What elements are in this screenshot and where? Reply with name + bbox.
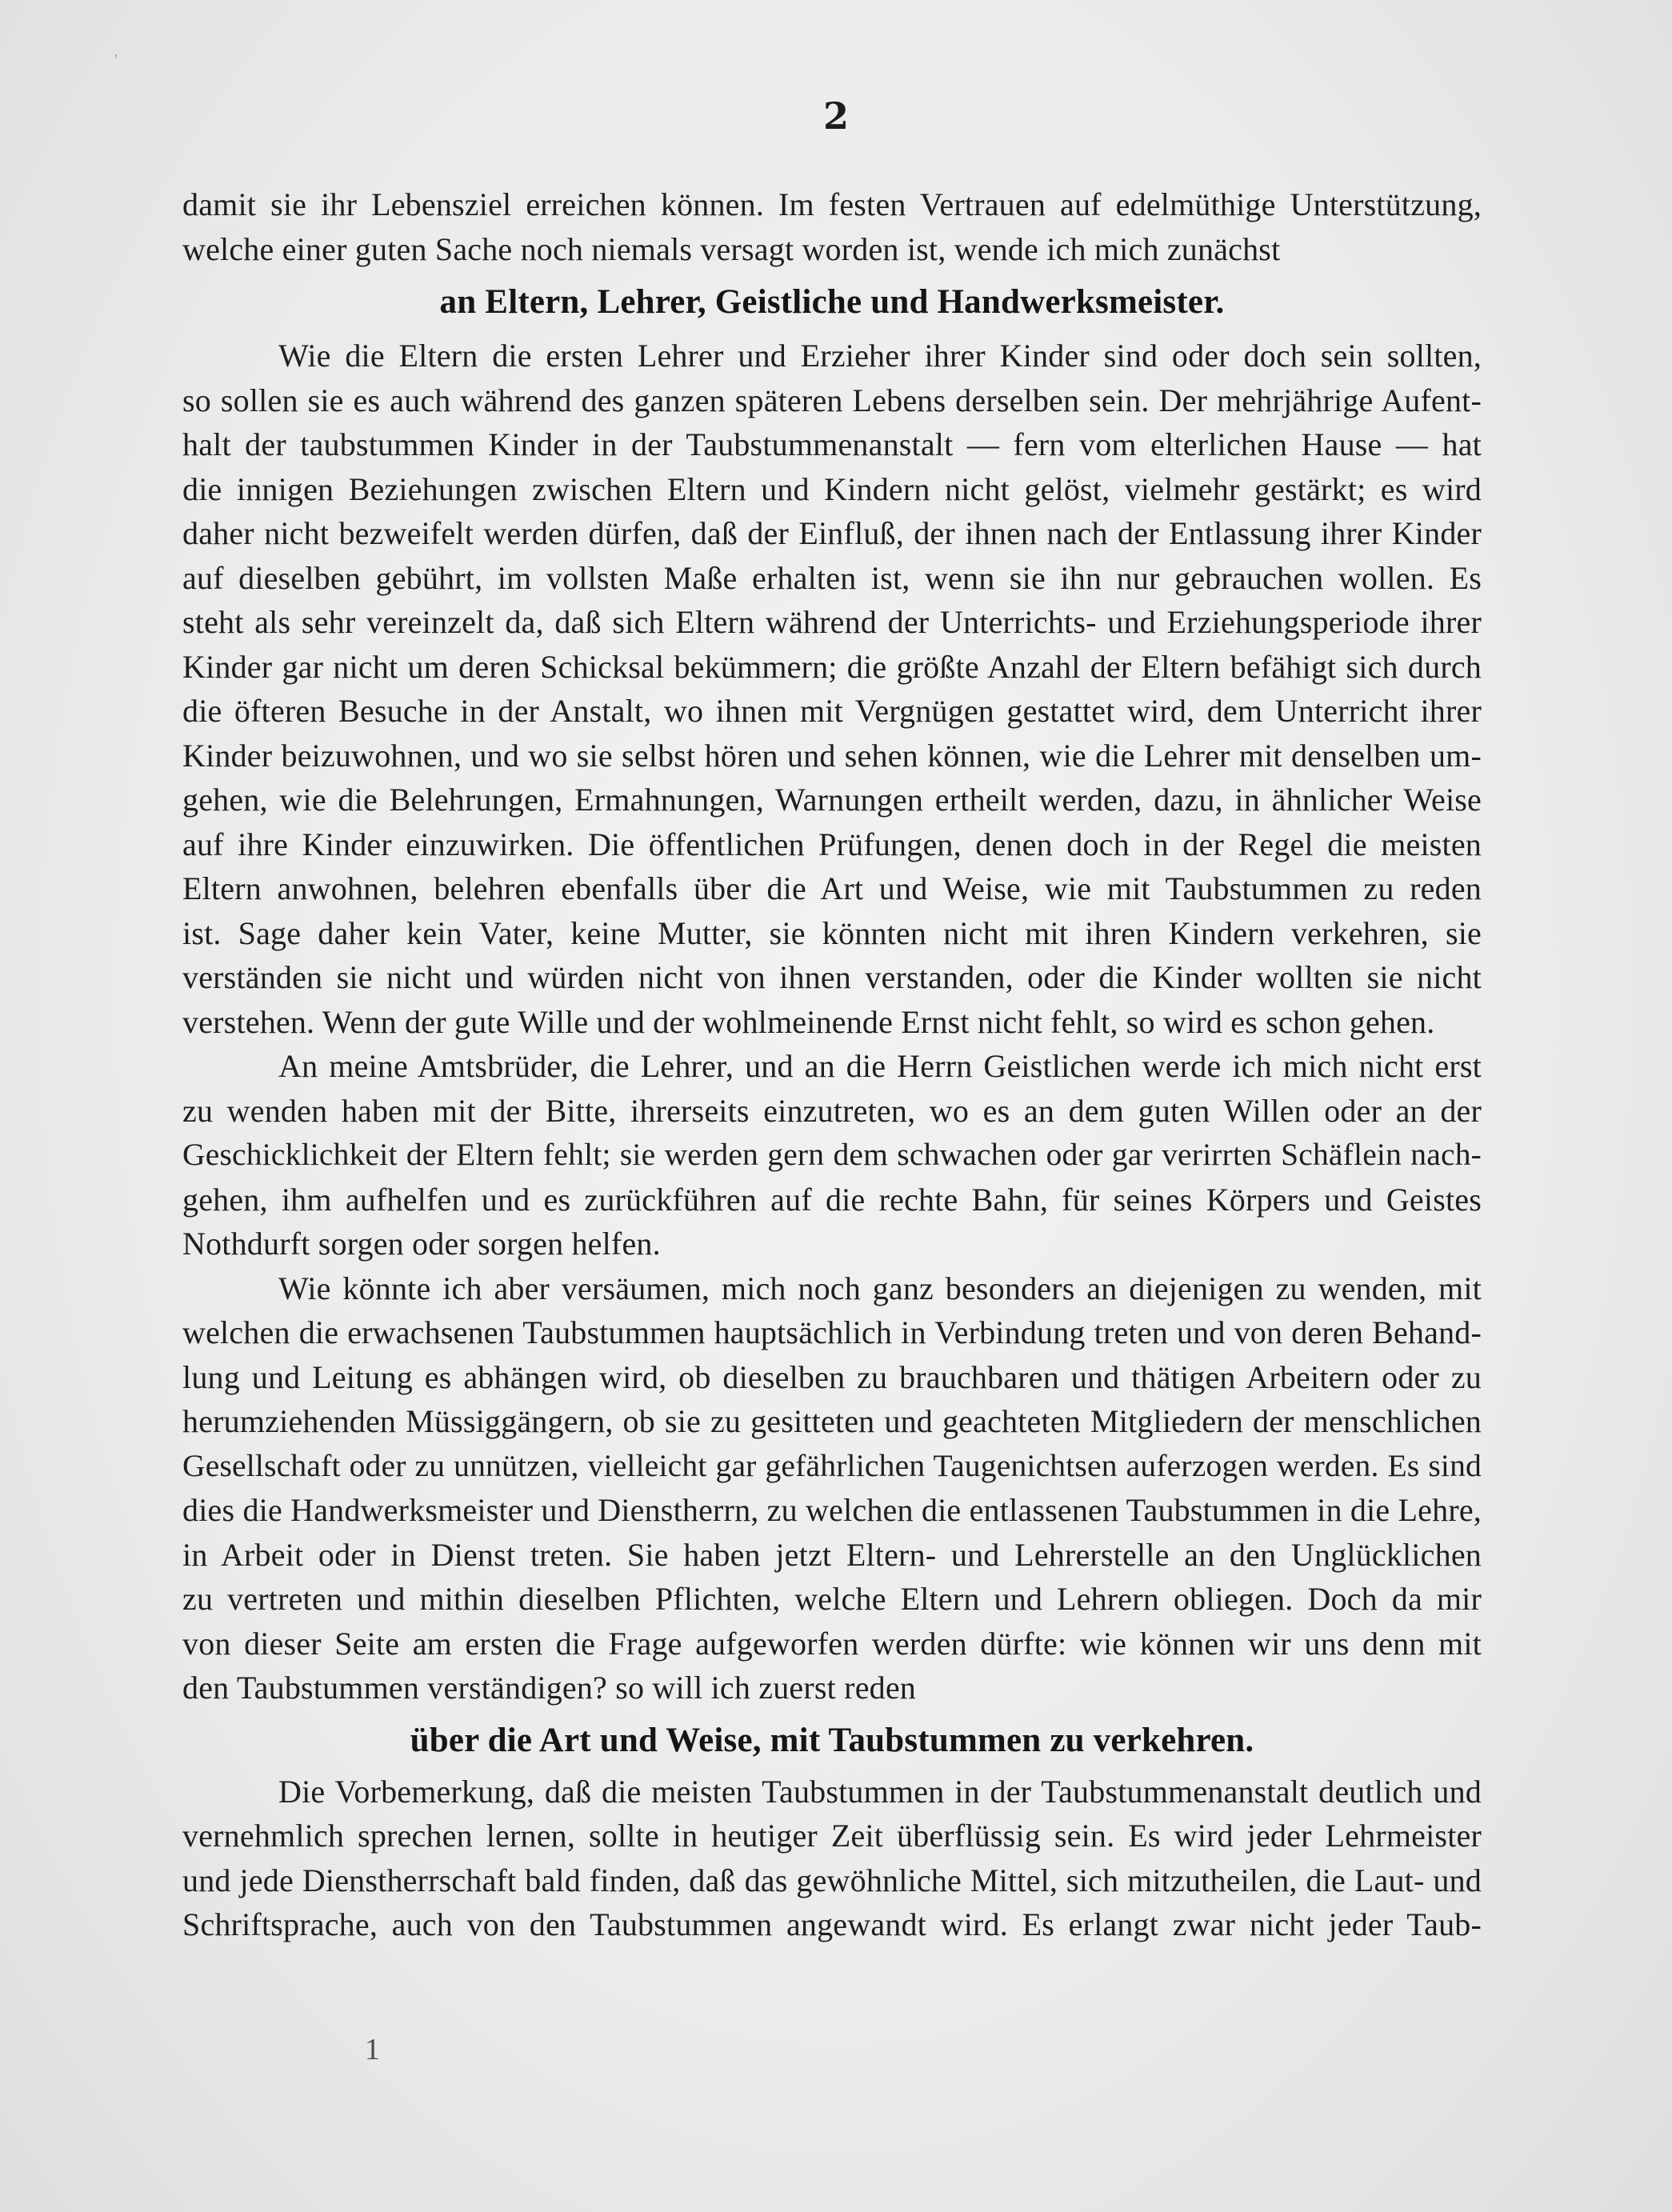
text-line: An meine Amtsbrüder, die Lehrer, und an die Herrn Geistlichen werde ich mich nicht erst [278, 1048, 1482, 1084]
text-line: Die Vorbemerkung, daß die meisten Taubstummen in der Taubstummenanstalt deutlich und [278, 1773, 1482, 1810]
text-line: in Arbeit oder in Dienst treten. Sie haben jetzt Eltern- und Lehrerstelle an den Unglücklichen [182, 1536, 1482, 1573]
margin-mark: ' [114, 51, 118, 69]
text-line: Geschicklichkeit der Eltern fehlt; sie werden gern dem schwachen oder gar verirrten Schäflein nach- [182, 1137, 1482, 1172]
text-line: auf ihre Kinder einzuwirken. Die öffentlichen Prüfungen, denen doch in der Regel die meisten [182, 826, 1482, 862]
text-line: die innigen Beziehungen zwischen Eltern und Kindern nicht gelöst, vielmehr gestärkt; es wird [182, 470, 1482, 507]
text-line: Kinder beizuwohnen, und wo sie selbst hören und sehen können, wie die Lehrer mit denselben um- [182, 737, 1482, 774]
text-line: Kinder gar nicht um deren Schicksal bekümmern; die größte Anzahl der Eltern befähigt sich durch [182, 648, 1482, 685]
text-line: von dieser Seite am ersten die Frage aufgeworfen werden dürfte: wie können wir uns denn mit [182, 1625, 1482, 1662]
text-line: lung und Leitung es abhängen wird, ob dieselben zu brauchbaren und thätigen Arbeitern oder zu [182, 1358, 1482, 1395]
section-heading: über die Art und Weise, mit Taubstummen zu verkehren. [410, 1721, 1254, 1759]
text-line: herumziehenden Müssiggängern, ob sie zu gesitteten und geachteten Mitgliedern der menschlichen [182, 1403, 1482, 1439]
body-text [182, 182, 1482, 1947]
text-line: welche einer guten Sache noch niemals versagt worden ist, wende ich mich zunächst [182, 230, 1281, 267]
text-line: zu vertreten und mithin dieselben Pflichten, welche Eltern und Lehrern obliegen. Doch da mir [182, 1581, 1482, 1617]
text-line: verständen sie nicht und würden nicht von ihnen verstanden, oder die Kinder wollten sie nicht [182, 959, 1482, 995]
text-line: so sollen sie es auch während des ganzen späteren Lebens derselben sein. Der mehrjährige Aufent- [182, 382, 1482, 418]
signature-mark: 1 [365, 2033, 380, 2066]
text-line: steht als sehr vereinzelt da, daß sich Eltern während der Unterrichts- und Erziehungsperiode ihrer [182, 604, 1482, 640]
text-line: dies die Handwerksmeister und Dienstherrn, zu welchen die entlassenen Taubstummen in die Lehre, [182, 1492, 1482, 1528]
text-line: daher nicht bezweifelt werden dürfen, daß der Einfluß, der ihnen nach der Entlassung ihrer Kinder [182, 515, 1482, 551]
text-line: ist. Sage daher kein Vater, keine Mutter, sie könnten nicht mit ihren Kindern verkehren, sie [182, 914, 1482, 951]
text-line: halt der taubstummen Kinder in der Taubstummenanstalt — fern vom elterlichen Hause — hat [182, 426, 1482, 462]
text-line: Gesellschaft oder zu unnützen, vielleicht gar gefährlichen Taugenichtsen auferzogen werden. Es sind [182, 1447, 1482, 1483]
text-line: Eltern anwohnen, belehren ebenfalls über die Art und Weise, wie mit Taubstummen zu reden [182, 870, 1482, 906]
text-line: Wie könnte ich aber versäumen, mich noch ganz besonders an diejenigen zu wenden, mit [278, 1270, 1482, 1306]
text-line: zu wenden haben mit der Bitte, ihrerseits einzutreten, wo es an dem guten Willen oder an der [182, 1092, 1482, 1129]
text-line: und jede Dienstherrschaft bald finden, daß das gewöhnliche Mittel, sich mitzutheilen, die Laut- und [182, 1862, 1482, 1898]
text-line: verstehen. Wenn der gute Wille und der wohlmeinende Ernst nicht fehlt, so wird es schon gehen. [182, 1003, 1435, 1040]
text-line: Schriftsprache, auch von den Taubstummen angewandt wird. Es erlangt zwar nicht jeder Taub- [182, 1906, 1482, 1942]
section-heading: an Eltern, Lehrer, Geistliche und Handwerksmeister. [439, 283, 1225, 321]
text-line: den Taubstummen verständigen? so will ich zuerst reden [182, 1670, 917, 1706]
text-line: die öfteren Besuche in der Anstalt, wo ihnen mit Vergnügen gestattet wird, dem Unterricht ihrer [182, 693, 1482, 729]
page-number: 2 [822, 94, 849, 138]
text-line: welchen die erwachsenen Taubstummen hauptsächlich in Verbindung treten und von deren Behand- [182, 1314, 1482, 1350]
text-line: Nothdurft sorgen oder sorgen helfen. [182, 1226, 661, 1262]
text-line: gehen, ihm aufhelfen und es zurückführen auf die rechte Bahn, für seines Körpers und Geistes [182, 1181, 1482, 1218]
text-line: damit sie ihr Lebensziel erreichen können. Im festen Vertrauen auf edelmüthige Unterstützung, [182, 186, 1482, 222]
text-line: vernehmlich sprechen lernen, sollte in heutiger Zeit überflüssig sein. Es wird jeder Lehrmeister [182, 1818, 1482, 1854]
text-line: auf dieselben gebührt, im vollsten Maße erhalten ist, wenn sie ihn nur gebrauchen wollen. Es [182, 559, 1482, 596]
text-line: gehen, wie die Belehrungen, Ermahnungen, Warnungen ertheilt werden, dazu, in ähnlicher Weise [182, 782, 1482, 818]
text-line: Wie die Eltern die ersten Lehrer und Erzieher ihrer Kinder sind oder doch sein sollten, [278, 338, 1482, 374]
